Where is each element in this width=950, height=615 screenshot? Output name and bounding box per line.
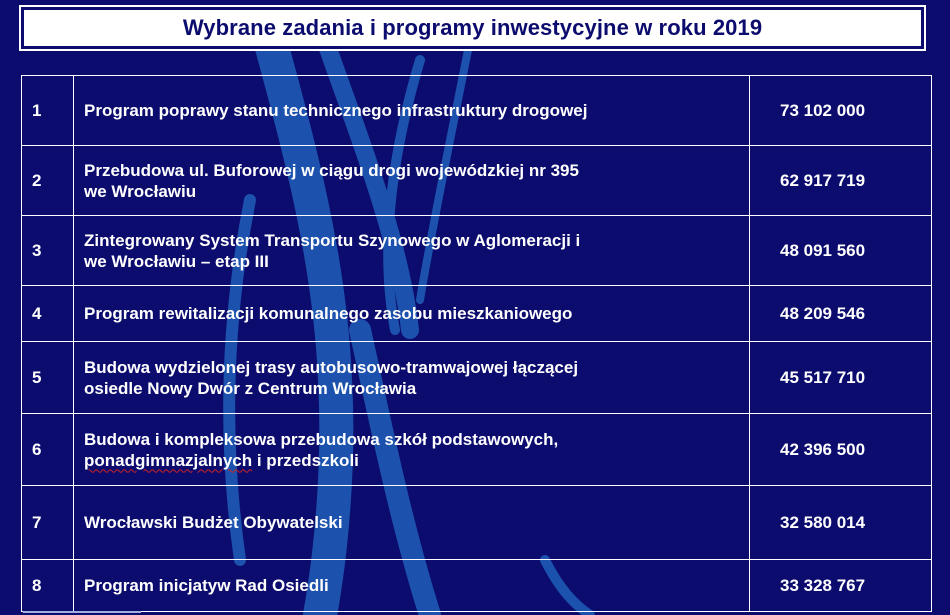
- row-number: 6: [22, 414, 74, 486]
- table-row: [22, 414, 932, 486]
- task-amount: 33 328 767: [750, 560, 932, 612]
- investment-table: [21, 75, 932, 612]
- task-name-line2: we Wrocławiu – etap III: [84, 251, 269, 271]
- table-row: [22, 216, 932, 286]
- row-number: 2: [22, 146, 74, 216]
- task-name: [74, 286, 750, 342]
- task-name: [74, 146, 750, 216]
- task-name: [74, 76, 750, 146]
- task-name-line2: osiedle Nowy Dwór z Centrum Wrocławia: [84, 378, 417, 398]
- task-name: [74, 486, 750, 560]
- task-name-line1: Wrocławski Budżet Obywatelski: [84, 513, 343, 532]
- task-name-line1: Przebudowa ul. Buforowej w ciągu drogi wojewódzkiej nr 395: [84, 160, 579, 180]
- row-number: 8: [22, 560, 74, 612]
- task-name-line1: Program rewitalizacji komunalnego zasobu mieszkaniowego: [84, 304, 573, 323]
- slide-title-box: [21, 7, 924, 49]
- task-name-line2: i przedszkoli: [252, 450, 359, 470]
- spellcheck-flagged-word: ponadgimnazjalnych: [84, 450, 253, 470]
- task-name: [74, 414, 750, 486]
- task-name-line1: Budowa wydzielonej trasy autobusowo-tramwajowej łączącej: [84, 357, 579, 377]
- task-amount: 73 102 000: [750, 76, 932, 146]
- table-row: [22, 486, 932, 560]
- row-number: 4: [22, 286, 74, 342]
- row-number: 5: [22, 342, 74, 414]
- task-name-line2: we Wrocławiu: [84, 181, 197, 201]
- table-row: [22, 146, 932, 216]
- task-name: [74, 216, 750, 286]
- table-row: [22, 286, 932, 342]
- row-number: 7: [22, 486, 74, 560]
- task-name-line1: Program inicjatyw Rad Osiedli: [84, 576, 329, 595]
- task-amount: 45 517 710: [750, 342, 932, 414]
- slide-title: Wybrane zadania i programy inwestycyjne w roku 2019: [182, 15, 763, 40]
- task-name: [74, 342, 750, 414]
- task-amount: 48 209 546: [750, 286, 932, 342]
- task-name-line1: Zintegrowany System Transportu Szynowego w Aglomeracji i: [84, 230, 581, 250]
- footer-divider: [23, 611, 141, 613]
- task-amount: 32 580 014: [750, 486, 932, 560]
- task-name-line1: Program poprawy stanu technicznego infrastruktury drogowej: [84, 101, 588, 120]
- task-name-line1: Budowa i kompleksowa przebudowa szkół podstawowych,: [84, 429, 559, 449]
- task-amount: 62 917 719: [750, 146, 932, 216]
- row-number: 3: [22, 216, 74, 286]
- row-number: 1: [22, 76, 74, 146]
- table-row: [22, 342, 932, 414]
- task-name: [74, 560, 750, 612]
- table-row: [22, 76, 932, 146]
- task-amount: 42 396 500: [750, 414, 932, 486]
- task-amount: 48 091 560: [750, 216, 932, 286]
- table-row: [22, 560, 932, 612]
